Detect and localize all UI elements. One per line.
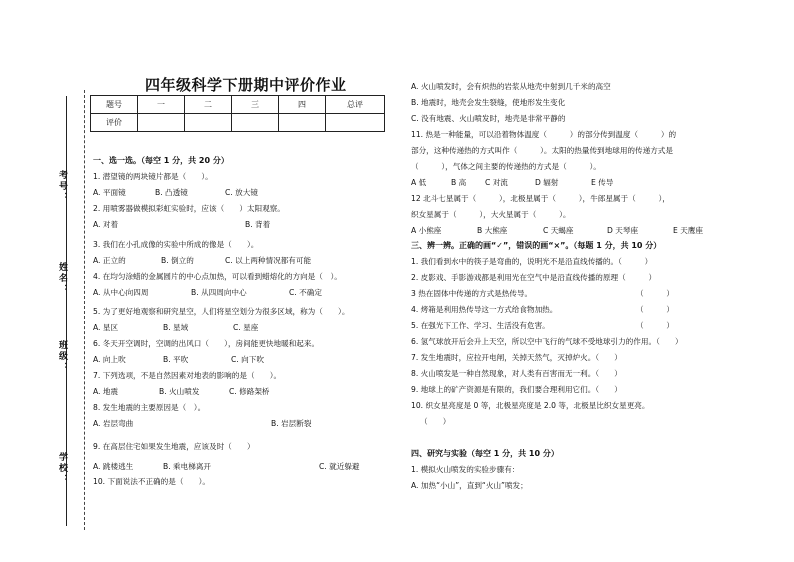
option: C. 以上两种情况都有可能 bbox=[225, 256, 312, 265]
score-cell[interactable] bbox=[185, 114, 232, 132]
option: A. 向上吹 bbox=[93, 355, 126, 364]
option: A. 跳楼逃生 bbox=[93, 462, 134, 471]
question-10: 10. 下面说法不正确的是（ ）。 bbox=[93, 477, 211, 486]
option: A. 对着 bbox=[93, 220, 119, 229]
option: C 天蝎座 bbox=[543, 226, 574, 235]
option: C. 放大镜 bbox=[225, 188, 258, 197]
option: B. 倒立的 bbox=[161, 256, 194, 265]
score-cell[interactable] bbox=[326, 114, 385, 132]
judge-5: 5. 在强光下工作、学习、生活没有危害。 bbox=[411, 321, 550, 330]
score-value-row bbox=[91, 114, 385, 132]
header-cell: 二 bbox=[185, 96, 232, 114]
score-cell[interactable] bbox=[232, 114, 279, 132]
option: E 传导 bbox=[591, 178, 614, 187]
question-5: 5. 为了更好地观察和研究星空，人们将星空划分为很多区域，称为（ ）。 bbox=[93, 307, 350, 316]
question-11-line-1: 11. 热是一种能量，可以沿着物体温度（ ）的部分传到温度（ ）的 bbox=[411, 130, 677, 139]
experiment-1-step-a: A. 加热“小山”，直到“火山”喷发； bbox=[411, 481, 528, 490]
question-7: 7. 下列选项，不是自然因素对地表的影响的是（ ）。 bbox=[93, 371, 282, 380]
row-label-cell: 评价 bbox=[91, 114, 138, 132]
question-6: 6. 冬天开空调时，空调的出风口（ ），房间能更快地暖和起来。 bbox=[93, 339, 320, 348]
question-4: 4. 在均匀涂蜡的金属圆片的中心点加热，可以看到蜡熔化的方向是（ ）。 bbox=[93, 272, 342, 281]
q10-option-a: A. 火山喷发时，会有炽热的岩浆从地壳中射到几千米的高空 bbox=[411, 82, 611, 91]
option: E 天鹰座 bbox=[673, 226, 703, 235]
option: B. 岩层断裂 bbox=[271, 419, 312, 428]
option: A 小熊座 bbox=[411, 226, 442, 235]
option: B. 乘电梯离开 bbox=[163, 462, 212, 471]
option: A 低 bbox=[411, 178, 427, 187]
option: B. 火山喷发 bbox=[159, 387, 200, 396]
header-cell: 一 bbox=[138, 96, 185, 114]
judge-5-paren: （ ） bbox=[636, 321, 674, 330]
score-table bbox=[90, 95, 385, 132]
question-8: 8. 发生地震的主要原因是（ ）。 bbox=[93, 403, 206, 412]
option: A. 从中心向四周 bbox=[93, 288, 149, 297]
option: A. 正立的 bbox=[93, 256, 126, 265]
judge-7: 7. 发生地震时，应拉开电闸，关掉天然气，灭掉炉火。（ ） bbox=[411, 353, 622, 362]
score-cell[interactable] bbox=[279, 114, 326, 132]
option: B. 从四周向中心 bbox=[191, 288, 247, 297]
judge-3: 3 热在固体中传递的方式是热传导。 bbox=[411, 289, 533, 298]
question-12-line-1: 12 北斗七星属于（ ），北极星属于（ ），牛郎星属于（ ）， bbox=[411, 194, 670, 203]
experiment-1: 1. 模拟火山喷发的实验步骤有： bbox=[411, 465, 520, 474]
exam-no-label: 考号： bbox=[57, 170, 67, 203]
question-11-line-3: （ ），气体之间主要的传递热的方式是（ ）。 bbox=[411, 162, 601, 171]
option: C. 就近躲避 bbox=[319, 462, 360, 471]
option: C. 星座 bbox=[233, 323, 259, 332]
header-cell: 题号 bbox=[91, 96, 138, 114]
question-12-line-2: 织女星属于（ ），大火星属于（ ）。 bbox=[411, 210, 571, 219]
section-1-heading: 一、选一选。（每空 1 分，共 20 分） bbox=[93, 156, 229, 165]
option: B. 背着 bbox=[245, 220, 271, 229]
judge-3-paren: （ ） bbox=[636, 289, 674, 298]
option: C. 向下吹 bbox=[231, 355, 264, 364]
section-3-heading: 三、辨一辨。正确的画“✓”，错误的画“×”。（每题 1 分，共 10 分） bbox=[411, 241, 662, 250]
score-cell[interactable] bbox=[138, 114, 185, 132]
option: B 大熊座 bbox=[477, 226, 508, 235]
judge-4: 4. 烤箱是利用热传导这一方式给食物加热。 bbox=[411, 305, 558, 314]
question-3: 3. 我们在小孔成像的实验中所成的像是（ ）。 bbox=[93, 240, 259, 249]
judge-10-line-1: 10. 织女星亮度是 0 等，北极星亮度是 2.0 等，北极星比织女星更亮。 bbox=[411, 401, 650, 410]
option: A. 地震 bbox=[93, 387, 119, 396]
judge-6: 6. 氢气球放开后会升上天空，所以空中飞行的气球不受地球引力的作用。（ ） bbox=[411, 337, 683, 346]
judge-8: 8. 火山喷发是一种自然现象，对人类有百害而无一利。（ ） bbox=[411, 369, 622, 378]
score-header-row bbox=[91, 96, 385, 114]
judge-10-paren: （ ） bbox=[420, 417, 451, 426]
judge-1: 1. 我们看到水中的筷子是弯曲的，说明光不是沿直线传播的。（ ） bbox=[411, 257, 653, 266]
q10-option-b: B. 地震时，地壳会发生裂缝，使地形发生变化 bbox=[411, 98, 566, 107]
school-label: 学校： bbox=[57, 452, 67, 485]
header-cell: 四 bbox=[279, 96, 326, 114]
option: C 对流 bbox=[485, 178, 508, 187]
name-label: 姓名： bbox=[57, 262, 67, 295]
option: C. 不确定 bbox=[289, 288, 322, 297]
option: B 高 bbox=[451, 178, 467, 187]
judge-2: 2. 皮影戏、手影游戏都是利用光在空气中是沿直线传播的原理（ ） bbox=[411, 273, 657, 282]
option: B. 星域 bbox=[163, 323, 189, 332]
header-cell: 三 bbox=[232, 96, 279, 114]
judge-4-paren: （ ） bbox=[636, 305, 674, 314]
question-9: 9. 在高层住宅如果发生地震，应该及时（ ） bbox=[93, 442, 255, 451]
judge-9: 9. 地球上的矿产资源是有限的，我们要合理利用它们。（ ） bbox=[411, 385, 622, 394]
option: C. 修路架桥 bbox=[229, 387, 270, 396]
binding-dashed-line bbox=[84, 90, 85, 530]
page-title: 四年级科学下册期中评价作业 bbox=[145, 76, 347, 94]
option: B. 凸透镜 bbox=[155, 188, 188, 197]
option: A. 平面镜 bbox=[93, 188, 126, 197]
section-4-heading: 四、研究与实验（每空 1 分，共 10 分） bbox=[411, 449, 559, 458]
q10-option-c: C. 没有地震、火山喷发时，地壳是非常平静的 bbox=[411, 114, 566, 123]
option: A. 星区 bbox=[93, 323, 119, 332]
question-11-line-2: 部分，这种传递热的方式叫作（ ）。太阳的热量传到地球用的传递方式是 bbox=[411, 146, 673, 155]
option: B. 平吹 bbox=[163, 355, 189, 364]
class-label: 班级： bbox=[57, 340, 67, 373]
question-2: 2. 用喷雾器做模拟彩虹实验时，应该（ ）太阳观察。 bbox=[93, 204, 285, 213]
option: A. 岩层弯曲 bbox=[93, 419, 134, 428]
option: D 天琴座 bbox=[607, 226, 639, 235]
header-cell: 总评 bbox=[326, 96, 385, 114]
option: D 辐射 bbox=[535, 178, 559, 187]
question-1: 1. 潜望镜的两块镜片都是（ ）。 bbox=[93, 172, 213, 181]
